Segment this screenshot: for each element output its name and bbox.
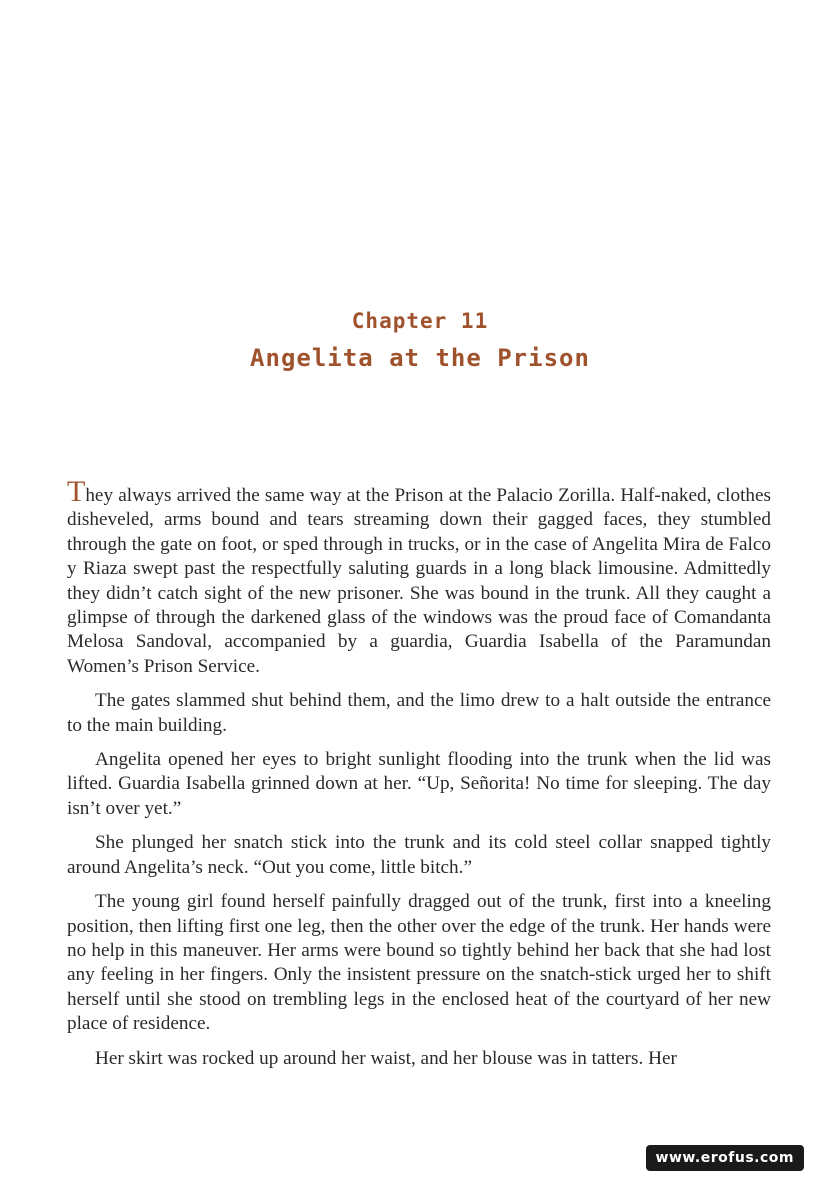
chapter-number: Chapter 11: [351, 309, 489, 333]
paragraph-2: The gates slammed shut behind them, and the limo drew to a halt outside the entrance to the main building.: [67, 690, 771, 736]
watermark: www.erofus.com: [646, 1145, 804, 1171]
paragraph-5: The young girl found herself painfully dragged out of the trunk, first into a kneeling position, then lifting first one leg, then the other over the edge of the trunk. Her hands were no help in this maneuver. Her arms were bound so tightly behind her back that she had lost any feeling in her fingers. Only the insistent pressure on the snatch-stick urged her to shift herself until she stood on trembling legs in the enclosed heat of the courtyard of her new place of residence.: [67, 891, 771, 1035]
paragraph-1: [67, 475, 771, 679]
paragraph-6: Her skirt was rocked up around her waist, and her blouse was in tatters. Her: [95, 1047, 677, 1069]
drop-initial: T: [67, 475, 86, 508]
chapter-title: Angelita at the Prison: [250, 344, 590, 372]
paragraph-4: She plunged her snatch stick into the trunk and its cold steel collar snapped tightly around Angelita’s neck. “Out you come, little bitch.”: [67, 832, 771, 878]
paragraph-3: Angelita opened her eyes to bright sunlight flooding into the trunk when the lid was lifted. Guardia Isabella grinned down at her. “Up, Señorita! No time for sleeping. The day isn’t over yet.”: [67, 749, 771, 819]
body-text: [67, 475, 771, 1081]
chapter-heading: [0, 305, 840, 375]
paragraph-1-text: hey always arrived the same way at the Prison at the Palacio Zorilla. Half-naked, clothes disheveled, arms bound and tears streaming down their gagged faces, they stumbled through the gate on foot, or sped through in trucks, or in the case of Angelita Mira de Falco y Riaza swept past the respectfully saluting guards in a long black limousine. Admittedly they didn’t catch sight of the new prisoner. She was bound in the trunk. All they caught a glimpse of through the darkened glass of the windows was the proud face of Comandanta Melosa Sandoval, accompanied by a guardia, Guardia Isabella of the Paramundan Women’s Prison Service.: [67, 485, 771, 677]
